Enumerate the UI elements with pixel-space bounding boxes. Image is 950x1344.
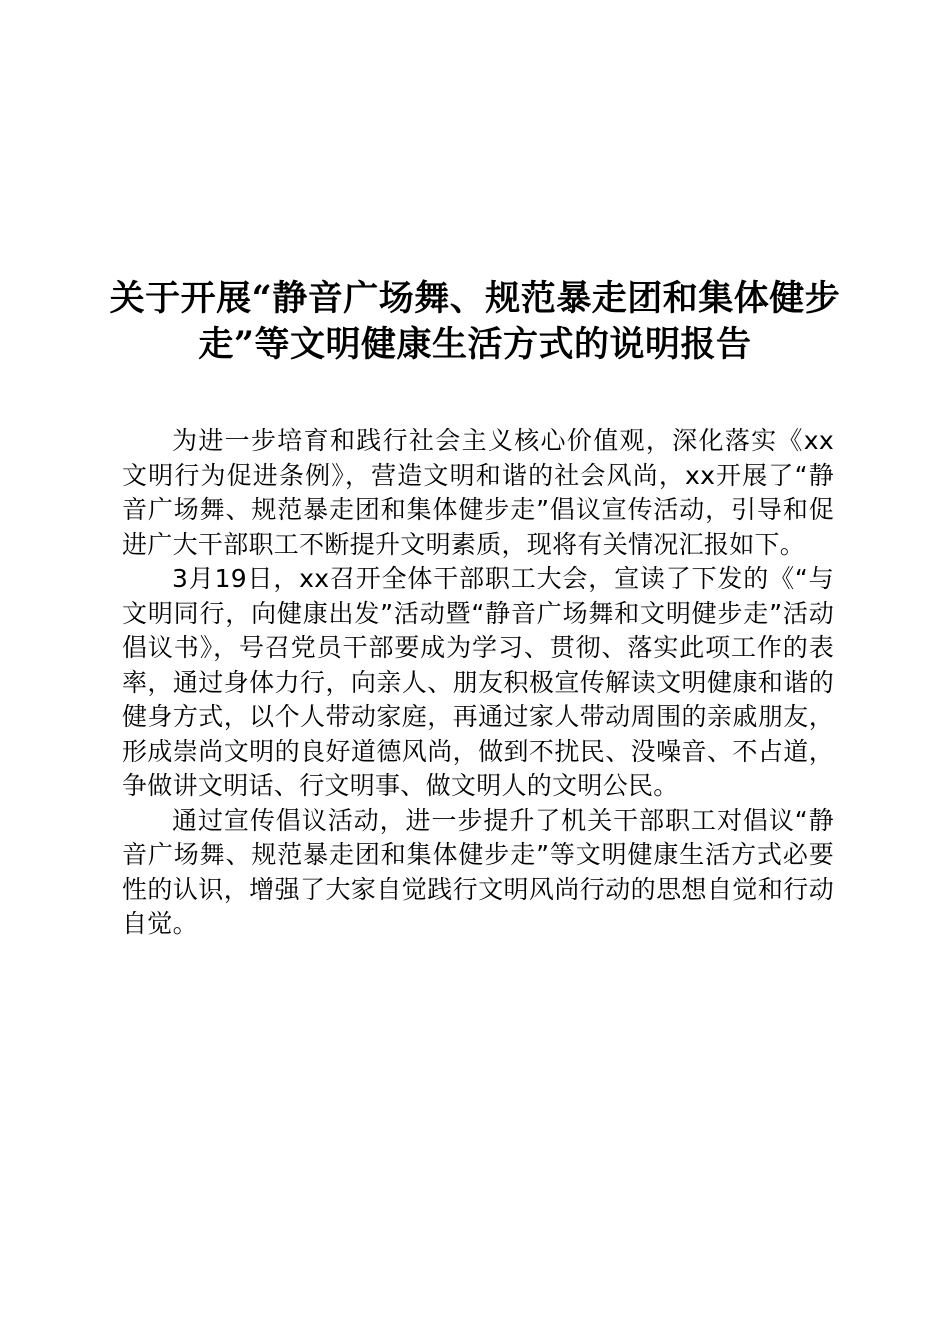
paragraph-meeting: 3月19日，xx召开全体干部职工大会，宣读了下发的《“与文明同行，向健康出发”活动暨“静音广场舞和文明健步走”活动倡议书》，号召党员干部要成为学习、贯彻、落实此项工作的表率，通过身体力行，向亲人、朋友积极宣传解读文明健康和谐的健身方式，以个人带动家庭，再通过家人带动周围的亲戚朋友， 形成崇尚文明的良好道德风尚，做到不扰民、没噪音、不占道，争做讲文明话、行文明事、做文明人的文明公民。 (122, 564, 834, 800)
paragraph-intro: 为进一步培育和践行社会主义核心价值观，深化落实《xx文明行为促进条例》，营造文明和谐的社会风尚，xx开展了“静音广场舞、规范暴走团和集体健步走”倡议宣传活动，引导和促进广大干部职工不断提升文明素质，现将有关情况汇报如下。 (122, 426, 834, 559)
document-body (122, 424, 834, 942)
title-line-2: 走”等文明健康生活方式的说明报告 (198, 324, 752, 365)
paragraph-conclusion: 通过宣传倡议活动，进一步提升了机关干部职工对倡议“静音广场舞、规范暴走团和集体健步走”等文明健康生活方式必要性的认识，增强了大家自觉践行文明风尚行动的思想自觉和行动自觉。 (122, 805, 834, 938)
document-title (100, 276, 850, 368)
title-line-1: 关于开展“静音广场舞、规范暴走团和集体健步 (109, 278, 841, 319)
